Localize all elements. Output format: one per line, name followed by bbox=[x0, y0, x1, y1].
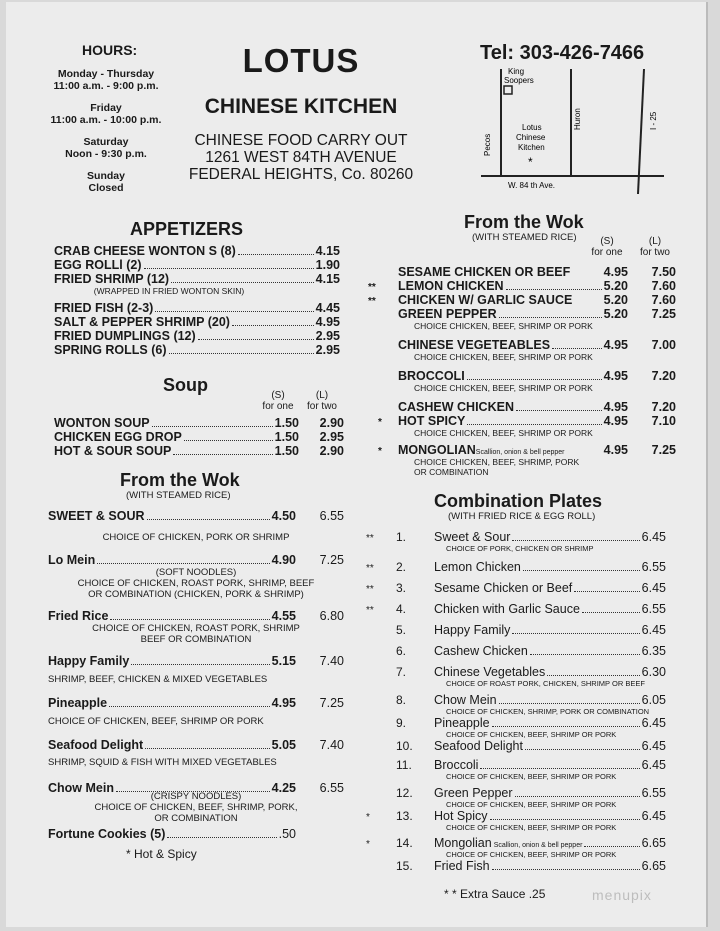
combo-number: 11. bbox=[396, 758, 412, 772]
item-description: CHOICE OF CHICKEN, ROAST PORK, SHRIMP, BEEF bbox=[77, 578, 315, 589]
item-price-small: 4.95 bbox=[603, 338, 628, 352]
item-price-small: .50 bbox=[278, 827, 296, 841]
item-description: CHOICE OF CHICKEN, BEEF, SHRIMP OR PORK bbox=[446, 850, 617, 859]
item-name: FRIED FISH (2-3) bbox=[54, 301, 154, 315]
spice-marker: ** bbox=[366, 605, 374, 616]
hours-line: 11:00 a.m. - 9:00 p.m. bbox=[53, 80, 159, 92]
combo-number: 3. bbox=[396, 581, 407, 595]
list-item bbox=[48, 609, 344, 623]
combo-number: 12. bbox=[396, 786, 413, 800]
combo-number: 5. bbox=[396, 623, 407, 637]
list-item bbox=[368, 414, 676, 428]
item-price: 6.55 bbox=[641, 560, 666, 574]
item-price-large: 7.60 bbox=[651, 279, 676, 293]
item-name: CASHEW CHICKEN bbox=[398, 400, 514, 414]
item-description: CHOICE OF CHICKEN, BEEF, SHRIMP OR PORK bbox=[446, 772, 617, 781]
map-label-street: W. 84 th Ave. bbox=[508, 181, 555, 190]
item-name: HOT & SOUR SOUP bbox=[54, 444, 172, 458]
menu-page bbox=[6, 2, 706, 927]
item-name: LEMON CHICKEN bbox=[398, 279, 504, 293]
map-label-i25: I - 25 bbox=[649, 111, 658, 130]
hours-line: Closed bbox=[88, 182, 124, 194]
item-name: Mongolian bbox=[434, 836, 492, 850]
list-item bbox=[48, 509, 344, 523]
soup-col-large bbox=[302, 390, 342, 412]
list-item bbox=[54, 272, 340, 286]
item-price-large: 7.00 bbox=[651, 338, 676, 352]
item-price-small: 1.50 bbox=[274, 416, 299, 430]
item-price-small: 5.05 bbox=[271, 738, 296, 752]
extra-sauce-legend: * * Extra Sauce .25 bbox=[444, 887, 546, 901]
list-item bbox=[368, 400, 676, 414]
item-name: Chinese Vegetables bbox=[434, 665, 546, 679]
appetizers-list bbox=[54, 244, 340, 357]
item-price-small: 4.90 bbox=[271, 553, 296, 567]
item-price: 4.15 bbox=[315, 244, 340, 258]
soup-col-small bbox=[258, 390, 298, 412]
item-price: 6.35 bbox=[641, 644, 666, 658]
item-price-small: 1.50 bbox=[274, 444, 299, 458]
combo-item bbox=[366, 623, 666, 637]
map-location-star-icon: * bbox=[528, 155, 533, 169]
combo-item bbox=[366, 693, 666, 707]
combo-item bbox=[366, 739, 666, 753]
list-item bbox=[54, 329, 340, 343]
item-name: Lemon Chicken bbox=[434, 560, 521, 574]
combo-number: 9. bbox=[396, 716, 407, 730]
item-price: 6.45 bbox=[641, 530, 666, 544]
item-description: CHOICE OF PORK, CHICKEN OR SHRIMP bbox=[446, 544, 594, 553]
item-name: Sweet & Sour bbox=[434, 530, 511, 544]
item-price-small: 4.95 bbox=[603, 265, 628, 279]
hours-line: Sunday bbox=[87, 170, 125, 182]
item-price-large: 7.25 bbox=[651, 307, 676, 321]
item-price-small: 4.95 bbox=[603, 443, 628, 457]
item-inline-note: Scallion, onion & bell pepper bbox=[493, 842, 583, 849]
item-name: Cashew Chicken bbox=[434, 644, 528, 658]
combo-item bbox=[366, 716, 666, 730]
item-name: Fried Rice bbox=[48, 609, 109, 623]
item-price-small: 5.15 bbox=[271, 654, 296, 668]
combo-number: 6. bbox=[396, 644, 407, 658]
item-price-large: 7.10 bbox=[651, 414, 676, 428]
item-price: 6.65 bbox=[641, 859, 666, 873]
item-description: OR COMBINATION (CHICKEN, PORK & SHRIMP) bbox=[88, 589, 304, 600]
combo-number: 10. bbox=[396, 739, 413, 753]
wok-left-list bbox=[48, 509, 344, 861]
spice-marker: ** bbox=[368, 282, 376, 293]
combo-list bbox=[366, 530, 666, 873]
wok-right-title: From the Wok bbox=[464, 212, 584, 232]
item-price: 4.95 bbox=[315, 315, 340, 329]
item-name: Sesame Chicken or Beef bbox=[434, 581, 573, 595]
item-note: (SOFT NOODLES) bbox=[155, 567, 237, 578]
address-line: 1261 WEST 84TH AVENUE bbox=[205, 149, 397, 166]
combo-item bbox=[366, 786, 666, 800]
item-name: MONGOLIAN bbox=[398, 443, 476, 457]
list-item bbox=[368, 307, 676, 321]
spice-marker: * bbox=[366, 812, 370, 823]
item-price-large: 7.60 bbox=[651, 293, 676, 307]
item-price-large: 7.25 bbox=[651, 443, 676, 457]
item-name: Lo Mein bbox=[48, 553, 96, 567]
item-name: GREEN PEPPER bbox=[398, 307, 497, 321]
item-name: Fried Fish bbox=[434, 859, 490, 873]
combo-item bbox=[366, 859, 666, 873]
hours-line: Friday bbox=[90, 102, 122, 114]
wok-left-subtitle: (WITH STEAMED RICE) bbox=[126, 490, 231, 501]
item-price-small: 5.20 bbox=[603, 307, 628, 321]
item-name: BROCCOLI bbox=[398, 369, 465, 383]
item-price: 1.90 bbox=[315, 258, 340, 272]
item-description: CHOICE OF CHICKEN, BEEF, SHRIMP OR PORK bbox=[446, 823, 617, 832]
item-name: SALT & PEPPER SHRIMP (20) bbox=[54, 315, 230, 329]
spice-marker: ** bbox=[366, 533, 374, 544]
list-item bbox=[54, 416, 344, 430]
item-price-large: 7.40 bbox=[319, 654, 344, 668]
soup-list bbox=[54, 416, 344, 458]
col-header: (L) bbox=[315, 390, 329, 401]
item-name: FRIED DUMPLINGS (12) bbox=[54, 329, 196, 343]
item-description: CHOICE CHICKEN, BEEF, SHRIMP OR PORK bbox=[414, 428, 593, 438]
col-header: (S) bbox=[600, 236, 614, 247]
combo-item bbox=[366, 602, 666, 616]
item-price-small: 4.55 bbox=[271, 609, 296, 623]
map-label-soopers: Soopers bbox=[504, 76, 534, 85]
hot-spicy-legend: * Hot & Spicy bbox=[126, 847, 197, 861]
item-name: SWEET & SOUR bbox=[48, 509, 145, 523]
item-price-large: 7.20 bbox=[651, 400, 676, 414]
col-header: (S) bbox=[271, 390, 285, 401]
item-price: 6.30 bbox=[641, 665, 666, 679]
list-item bbox=[368, 279, 676, 293]
item-price-large: 2.95 bbox=[319, 430, 344, 444]
col-header: for one bbox=[591, 247, 623, 258]
combo-item bbox=[366, 758, 666, 772]
item-name: Broccoli bbox=[434, 758, 479, 772]
combo-number: 7. bbox=[396, 665, 407, 679]
item-name: Seafood Delight bbox=[434, 739, 523, 753]
item-price: 6.45 bbox=[641, 758, 666, 772]
item-name: CRAB CHEESE WONTON S (8) bbox=[54, 244, 236, 258]
hours-line: 11:00 a.m. - 10:00 p.m. bbox=[50, 114, 162, 126]
combo-item bbox=[366, 836, 666, 850]
item-price-large: 7.50 bbox=[651, 265, 676, 279]
combo-subtitle: (WITH FRIED RICE & EGG ROLL) bbox=[448, 511, 596, 522]
item-name: Pineapple bbox=[48, 696, 108, 710]
list-item bbox=[48, 553, 344, 567]
combo-item bbox=[366, 665, 666, 679]
wok-right-list bbox=[368, 265, 676, 477]
list-item bbox=[368, 265, 676, 279]
address-line: CHINESE FOOD CARRY OUT bbox=[194, 132, 408, 149]
map-label-huron: Huron bbox=[573, 108, 582, 130]
spice-marker: ** bbox=[366, 563, 374, 574]
item-price: 4.15 bbox=[315, 272, 340, 286]
item-name: CHINESE VEGETEABLES bbox=[398, 338, 551, 352]
item-name: Chicken with Garlic Sauce bbox=[434, 602, 580, 616]
item-description: CHOICE OF ROAST PORK, CHICKEN, SHRIMP OR BEEF bbox=[446, 679, 645, 688]
item-name: Chow Mein bbox=[48, 781, 114, 795]
item-price-large: 7.20 bbox=[651, 369, 676, 383]
item-name: Fortune Cookies (5) bbox=[48, 827, 166, 841]
item-description: CHOICE OF CHICKEN, ROAST PORK, SHRIMP bbox=[92, 623, 300, 634]
combo-number: 2. bbox=[396, 560, 407, 574]
item-price: 2.95 bbox=[315, 343, 340, 357]
item-price: 6.55 bbox=[641, 602, 666, 616]
item-price-small: 5.20 bbox=[603, 279, 628, 293]
hours-block bbox=[36, 68, 176, 194]
list-item bbox=[48, 827, 344, 841]
item-price-small: 4.25 bbox=[271, 781, 296, 795]
item-description: CHOICE OF CHICKEN, BEEF, SHRIMP OR PORK bbox=[48, 716, 264, 727]
hours-line: Noon - 9:30 p.m. bbox=[65, 148, 147, 160]
item-description: CHOICE OF CHICKEN, SHRIMP, PORK OR COMBINATION bbox=[446, 707, 650, 716]
item-price-large: 2.90 bbox=[319, 444, 344, 458]
item-price-small: 5.20 bbox=[603, 293, 628, 307]
hot-spicy-icon: * bbox=[378, 446, 382, 457]
map-label-pecos: Pecos bbox=[483, 133, 492, 156]
wok-right-subtitle: (WITH STEAMED RICE) bbox=[472, 232, 577, 243]
item-description: CHOICE OF CHICKEN, BEEF, SHRIMP, PORK, bbox=[94, 802, 298, 813]
item-name: FRIED SHRIMP (12) bbox=[54, 272, 170, 286]
list-item bbox=[368, 293, 676, 307]
item-description: SHRIMP, SQUID & FISH WITH MIXED VEGETABLES bbox=[48, 757, 277, 768]
item-description: CHOICE OF CHICKEN, BEEF, SHRIMP OR PORK bbox=[446, 730, 617, 739]
hours-line: Monday - Thursday bbox=[57, 68, 155, 80]
item-price: 2.95 bbox=[315, 329, 340, 343]
item-price: 6.65 bbox=[641, 836, 666, 850]
combo-number: 8. bbox=[396, 693, 407, 707]
list-item bbox=[48, 738, 344, 752]
col-header: for two bbox=[306, 401, 337, 412]
item-price: 6.45 bbox=[641, 809, 666, 823]
item-description: OR COMBINATION bbox=[414, 467, 489, 477]
item-name: Happy Family bbox=[48, 654, 130, 668]
list-item bbox=[54, 343, 340, 357]
list-item bbox=[368, 443, 676, 457]
soup-title: Soup bbox=[163, 375, 208, 395]
item-price-large: 7.40 bbox=[319, 738, 344, 752]
item-price: 4.45 bbox=[315, 301, 340, 315]
item-price-large: 6.80 bbox=[319, 609, 344, 623]
phone-number: Tel: 303-426-7466 bbox=[480, 42, 645, 64]
item-description: CHOICE CHICKEN, BEEF, SHRIMP OR PORK bbox=[414, 321, 593, 331]
item-price-small: 4.50 bbox=[271, 509, 296, 523]
item-description: CHOICE CHICKEN, BEEF, SHRIMP OR PORK bbox=[414, 352, 593, 362]
list-item bbox=[54, 430, 344, 444]
combo-item bbox=[366, 809, 666, 823]
address-block bbox=[166, 132, 436, 183]
item-name: CHICKEN EGG DROP bbox=[54, 430, 182, 444]
hours-title: HOURS: bbox=[82, 42, 138, 58]
col-header: for two bbox=[639, 247, 670, 258]
item-name: Chow Mein bbox=[434, 693, 497, 707]
hot-spicy-icon: * bbox=[378, 417, 382, 428]
list-item bbox=[368, 338, 676, 352]
list-item bbox=[368, 369, 676, 383]
item-price-small: 4.95 bbox=[603, 414, 628, 428]
item-price-small: 1.50 bbox=[274, 430, 299, 444]
item-description: CHOICE OF CHICKEN, PORK OR SHRIMP bbox=[102, 532, 290, 543]
map-label-chinese: Chinese bbox=[516, 133, 546, 142]
king-soopers-marker bbox=[504, 86, 512, 94]
hours-line: Saturday bbox=[83, 136, 129, 148]
map-label-kitchen: Kitchen bbox=[518, 143, 545, 152]
item-price: 6.55 bbox=[641, 786, 666, 800]
item-name: SESAME CHICKEN OR BEEF bbox=[398, 265, 571, 279]
item-description: SHRIMP, BEEF, CHICKEN & MIXED VEGETABLES bbox=[48, 674, 268, 685]
item-price-small: 4.95 bbox=[603, 369, 628, 383]
list-item bbox=[54, 258, 340, 272]
item-name: Happy Family bbox=[434, 623, 511, 637]
combo-item bbox=[366, 530, 666, 544]
combo-number: 13. bbox=[396, 809, 413, 823]
col-header: (L) bbox=[648, 236, 662, 247]
item-price: 6.45 bbox=[641, 623, 666, 637]
list-item bbox=[54, 444, 344, 458]
wok-col-small bbox=[584, 236, 630, 258]
item-price-small: 4.95 bbox=[271, 696, 296, 710]
appetizers-title: APPETIZERS bbox=[130, 219, 244, 239]
list-item bbox=[54, 315, 340, 329]
wok-col-large bbox=[632, 236, 678, 258]
spice-marker: ** bbox=[368, 296, 376, 307]
item-description: CHOICE CHICKEN, BEEF, SHRIMP, PORK bbox=[414, 457, 580, 467]
item-name: WONTON SOUP bbox=[54, 416, 150, 430]
item-price-large: 6.55 bbox=[319, 509, 344, 523]
combo-number: 1. bbox=[396, 530, 407, 544]
item-price: 6.45 bbox=[641, 581, 666, 595]
location-map bbox=[466, 64, 676, 199]
map-label-lotus: Lotus bbox=[522, 123, 542, 132]
combo-number: 14. bbox=[396, 836, 413, 850]
item-name: Pineapple bbox=[434, 716, 490, 730]
restaurant-name: LOTUS bbox=[242, 42, 360, 79]
col-header: for one bbox=[262, 401, 294, 412]
item-name: Hot Spicy bbox=[434, 809, 488, 823]
spice-marker: * bbox=[366, 839, 370, 850]
item-note: (WRAPPED IN FRIED WONTON SKIN) bbox=[93, 286, 245, 296]
item-description: CHOICE OF CHICKEN, BEEF, SHRIMP OR PORK bbox=[446, 800, 617, 809]
item-price: 6.45 bbox=[641, 739, 666, 753]
combo-item bbox=[366, 560, 666, 574]
item-price-large: 7.25 bbox=[319, 553, 344, 567]
combo-number: 15. bbox=[396, 859, 413, 873]
combo-item bbox=[366, 581, 666, 595]
item-name: Seafood Delight bbox=[48, 738, 144, 752]
item-price: 6.45 bbox=[641, 716, 666, 730]
item-description: BEEF OR COMBINATION bbox=[140, 634, 252, 645]
item-description: OR COMBINATION bbox=[154, 813, 238, 824]
item-name: Green Pepper bbox=[434, 786, 513, 800]
item-name: EGG ROLLl (2) bbox=[54, 258, 142, 272]
item-note: (CRISPY NOODLES) bbox=[150, 791, 242, 802]
item-description: CHOICE CHICKEN, BEEF, SHRIMP OR PORK bbox=[414, 383, 593, 393]
item-inline-note: Scallion, onion & bell pepper bbox=[475, 449, 565, 456]
wok-left-title: From the Wok bbox=[120, 470, 240, 490]
combo-item bbox=[366, 644, 666, 658]
item-name: HOT SPICY bbox=[398, 414, 466, 428]
combo-number: 4. bbox=[396, 602, 407, 616]
item-price: 6.05 bbox=[641, 693, 666, 707]
watermark: menupix bbox=[592, 887, 652, 903]
list-item bbox=[48, 696, 344, 710]
item-name: CHICKEN W/ GARLIC SAUCE bbox=[398, 293, 573, 307]
item-name: SPRING ROLLS (6) bbox=[54, 343, 167, 357]
address-line: FEDERAL HEIGHTS, Co. 80260 bbox=[188, 166, 414, 183]
restaurant-subtitle: CHINESE KITCHEN bbox=[204, 95, 398, 118]
item-price-large: 7.25 bbox=[319, 696, 344, 710]
list-item bbox=[54, 301, 340, 315]
map-label-king: King bbox=[508, 67, 525, 76]
spice-marker: ** bbox=[366, 584, 374, 595]
list-item bbox=[48, 654, 344, 668]
list-item bbox=[54, 244, 340, 258]
item-price-small: 4.95 bbox=[603, 400, 628, 414]
item-price-large: 2.90 bbox=[319, 416, 344, 430]
combo-title: Combination Plates bbox=[434, 491, 603, 511]
item-price-large: 6.55 bbox=[319, 781, 344, 795]
